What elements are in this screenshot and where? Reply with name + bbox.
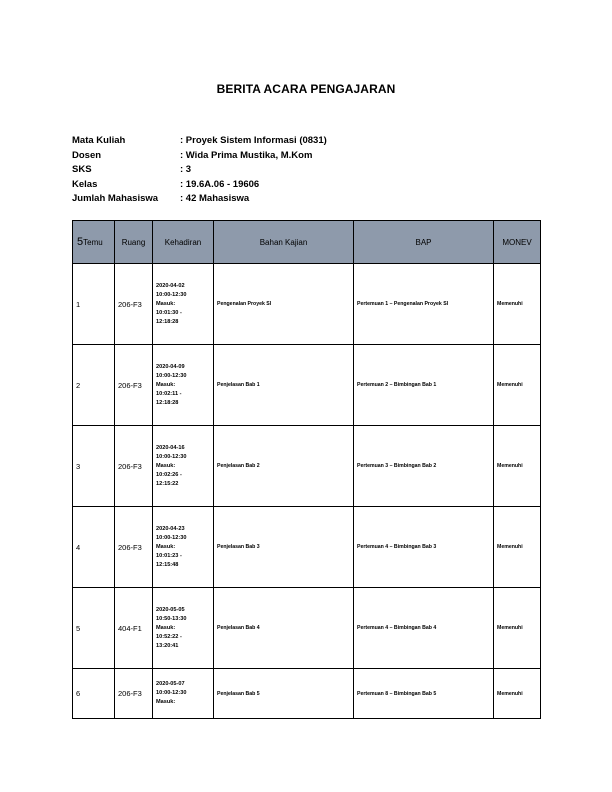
info-row-students [72,192,327,207]
table-row [73,507,541,588]
header-bap: BAP [354,221,494,264]
header-bahan-kajian: Bahan Kajian [214,221,354,264]
cell-bap: Pertemuan 8 – Bimbingan Bab 5 [354,669,494,719]
kehadiran-line: 10:02:26 - [156,471,182,478]
cell-ruang: 206-F3 [115,507,153,588]
header-temu-label: Temu [83,238,103,247]
cell-no: 4 [73,507,115,588]
kehadiran-line: Masuk: [156,300,176,307]
cell-bahan-kajian: Pengenalan Proyek SI [214,264,354,345]
info-row-course [72,134,327,149]
kehadiran-line: Masuk: [156,624,176,631]
info-row-lecturer [72,149,327,164]
kehadiran-line: 10:52:22 - [156,633,182,640]
cell-kehadiran [153,426,214,507]
cell-no: 1 [73,264,115,345]
cell-monev: Memenuhi [494,345,541,426]
info-label: Jumlah Mahasiswa [72,193,159,205]
header-temu [73,221,115,264]
cell-bap: Pertemuan 2 – Bimbingan Bab 1 [354,345,494,426]
cell-ruang: 206-F3 [115,345,153,426]
table-row [73,345,541,426]
kehadiran-line: 10:50-13:30 [156,615,187,622]
kehadiran-line: 10:02:11 - [156,390,182,397]
kehadiran-line: 2020-04-09 [156,363,185,370]
cell-bap: Pertemuan 1 – Pengenalan Proyek SI [354,264,494,345]
info-value: : Proyek Sistem Informasi (0831) [180,135,327,146]
kehadiran-line: 12:18:28 [156,399,179,406]
kehadiran-line: 12:18:28 [156,318,179,325]
cell-bahan-kajian: Penjelasan Bab 5 [214,669,354,719]
cell-kehadiran [153,507,214,588]
kehadiran-line: Masuk: [156,543,176,550]
cell-bap: Pertemuan 4 – Bimbingan Bab 3 [354,507,494,588]
course-info [72,134,327,207]
cell-no: 6 [73,669,115,719]
kehadiran-line: Masuk: [156,462,176,469]
attendance-table [72,220,541,719]
cell-monev: Memenuhi [494,264,541,345]
kehadiran-line: 12:15:22 [156,480,179,487]
kehadiran-line: 2020-04-23 [156,525,185,532]
kehadiran-line: 10:01:30 - [156,309,182,316]
info-row-credits [72,163,327,178]
table-header-row [73,221,541,264]
info-value: : Wida Prima Mustika, M.Kom [180,149,313,161]
info-value: : 3 [180,164,192,176]
info-label: Dosen [72,149,102,161]
header-ruang: Ruang [115,221,153,264]
kehadiran-line: 10:00-12:30 [156,534,187,541]
info-row-class [72,178,327,193]
kehadiran-line: 2020-05-07 [156,681,185,687]
cell-ruang: 206-F3 [115,669,153,719]
cell-no: 5 [73,588,115,669]
kehadiran-line: 12:15:48 [156,561,179,568]
info-value: : 19.6A.06 - 19606 [180,178,260,190]
cell-kehadiran [153,345,214,426]
table-row [73,588,541,669]
cell-ruang: 404-F1 [115,588,153,669]
table-row [73,426,541,507]
cell-ruang: 206-F3 [115,264,153,345]
kehadiran-line: 2020-04-16 [156,444,185,451]
cell-monev: Memenuhi [494,426,541,507]
cell-kehadiran [153,669,214,719]
cell-bahan-kajian: Penjelasan Bab 1 [214,345,354,426]
info-value: : 42 Mahasiswa [180,193,250,205]
kehadiran-line: 10:00-12:30 [156,372,187,379]
kehadiran-line: 2020-05-05 [156,606,185,613]
cell-bahan-kajian: Penjelasan Bab 4 [214,588,354,669]
info-label: Mata Kuliah [72,135,126,146]
cell-kehadiran [153,264,214,345]
kehadiran-line: 13:20:41 [156,642,179,649]
kehadiran-line: 10:00-12:30 [156,690,187,696]
cell-monev: Memenuhi [494,507,541,588]
kehadiran-line: 10:00-12:30 [156,453,187,460]
document-title: BERITA ACARA PENGAJARAN [216,82,396,96]
cell-bahan-kajian: Penjelasan Bab 2 [214,426,354,507]
header-monev: MONEV [494,221,541,264]
cell-bahan-kajian: Penjelasan Bab 3 [214,507,354,588]
table-row [73,264,541,345]
cell-bap: Pertemuan 3 – Bimbingan Bab 2 [354,426,494,507]
cell-monev: Memenuhi [494,669,541,719]
cell-ruang: 206-F3 [115,426,153,507]
cell-no: 3 [73,426,115,507]
header-temu-prefix: 5 [77,236,84,248]
cell-kehadiran [153,588,214,669]
table-row [73,669,541,719]
header-kehadiran: Kehadiran [153,221,214,264]
kehadiran-line: 10:01:23 - [156,552,182,559]
kehadiran-line: 2020-04-02 [156,282,185,289]
cell-no: 2 [73,345,115,426]
kehadiran-line: Masuk: [156,699,176,705]
info-label: Kelas [72,178,98,190]
info-label: SKS [72,164,92,176]
cell-bap: Pertemuan 4 – Bimbingan Bab 4 [354,588,494,669]
cell-monev: Memenuhi [494,588,541,669]
kehadiran-line: 10:00-12:30 [156,291,187,298]
kehadiran-line: Masuk: [156,381,176,388]
